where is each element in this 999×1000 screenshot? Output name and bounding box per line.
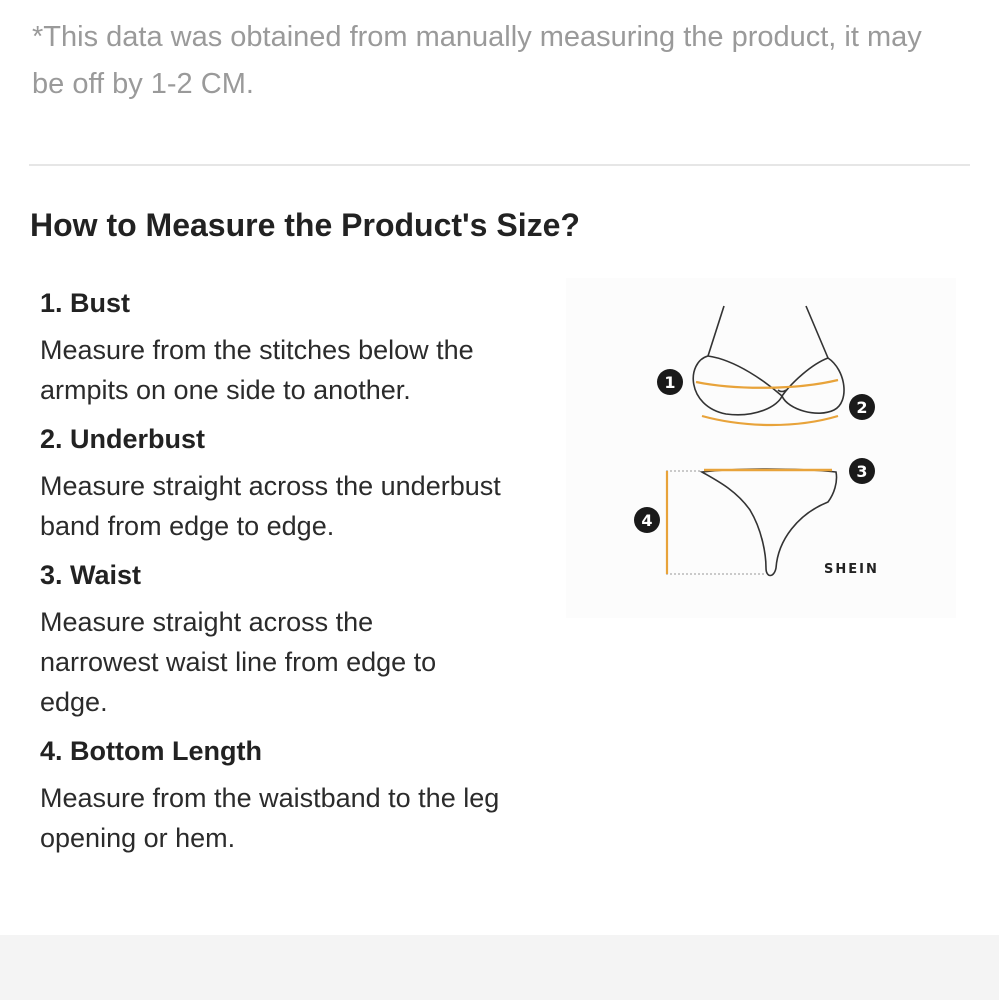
badge-2	[849, 394, 875, 420]
step-description: Measure straight across the narrowest waist line from edge to edge.	[40, 607, 437, 717]
step-description: Measure from the waistband to the leg opening or hem.	[40, 783, 500, 853]
step-description: Measure from the stitches below the armpits on one side to another.	[40, 335, 474, 405]
brand-logo: SHEIN	[824, 562, 879, 577]
bottom-bar	[0, 935, 999, 1000]
measurement-steps	[40, 284, 560, 868]
svg-text:4: 4	[641, 511, 653, 530]
underbust-measure-line	[702, 416, 838, 425]
step-heading: 1. Bust	[40, 288, 131, 318]
svg-text:3: 3	[856, 462, 868, 481]
measurement-disclaimer: *This data was obtained from manually measuring the product, it may be off by 1-2 CM.	[32, 21, 922, 100]
svg-text:2: 2	[856, 398, 868, 417]
step-bust	[40, 284, 560, 410]
bikini-bottom-icon	[702, 469, 837, 576]
measurement-diagram	[566, 278, 956, 618]
step-heading: 3. Waist	[40, 560, 142, 590]
badge-4	[634, 507, 660, 533]
step-waist	[40, 556, 560, 722]
step-heading: 4. Bottom Length	[40, 736, 262, 766]
section-divider	[29, 164, 970, 166]
bikini-top-icon	[693, 306, 844, 415]
badge-1	[657, 369, 683, 395]
step-underbust	[40, 420, 560, 546]
svg-text:1: 1	[664, 373, 676, 392]
step-description: Measure straight across the underbust band from edge to edge.	[40, 471, 501, 541]
badge-3	[849, 458, 875, 484]
step-heading: 2. Underbust	[40, 424, 206, 454]
section-title: How to Measure the Product's Size?	[30, 207, 580, 243]
step-bottom-length	[40, 732, 560, 858]
